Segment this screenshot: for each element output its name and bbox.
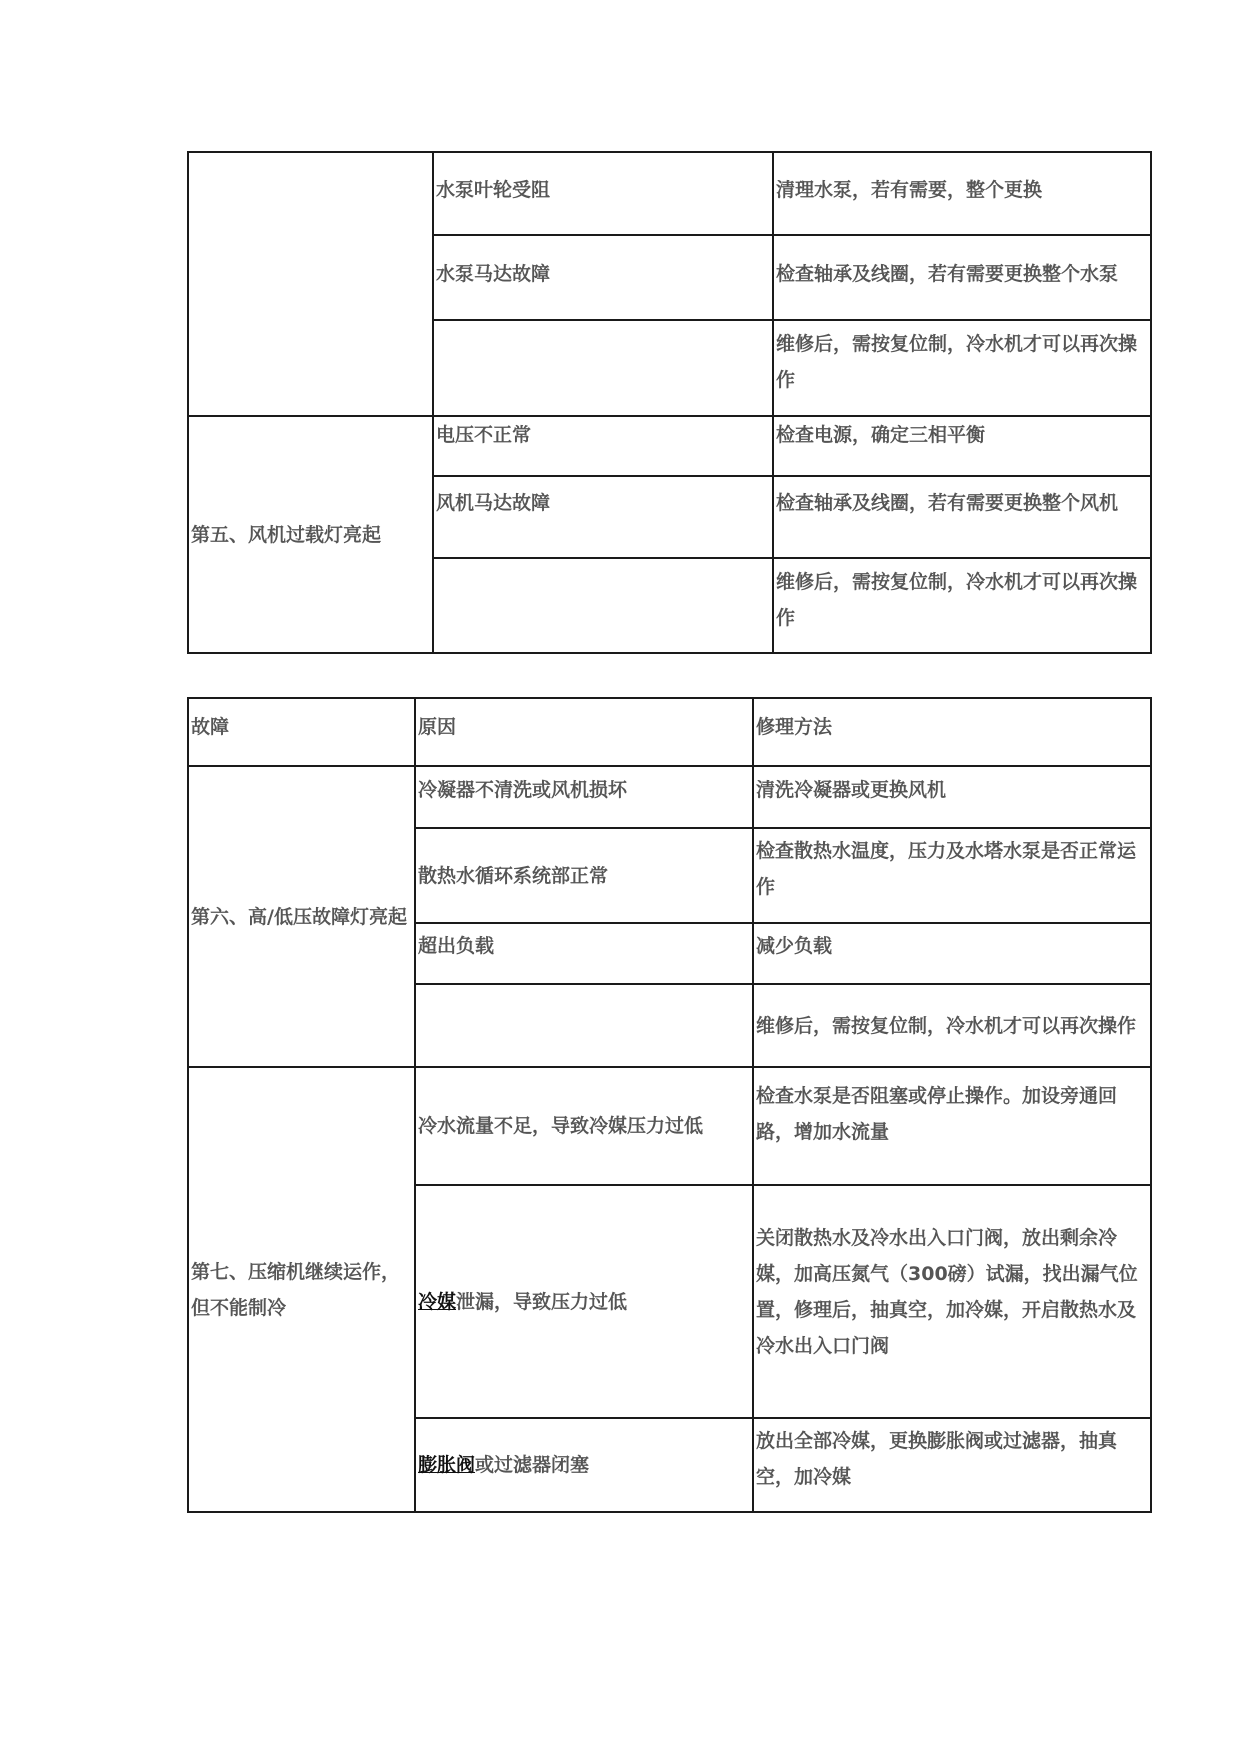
header-fix: 修理方法	[753, 698, 1151, 766]
cause-cell: 散热水循环系统部正常	[415, 828, 753, 923]
cause-cell: 水泵马达故障	[433, 235, 773, 320]
fix-cell: 检查散热水温度，压力及水塔水泵是否正常运作	[753, 828, 1151, 923]
fault-cell: 第六、高/低压故障灯亮起	[188, 766, 415, 1067]
cause-cell	[415, 1185, 753, 1418]
fix-cell: 减少负载	[753, 923, 1151, 984]
cause-cell	[433, 320, 773, 416]
cause-text: 或过滤器闭塞	[475, 1454, 590, 1476]
cause-cell: 风机马达故障	[433, 476, 773, 558]
fault-cell: 第五、风机过载灯亮起	[188, 416, 433, 653]
fix-cell: 检查轴承及线圈，若有需要更换整个风机	[773, 476, 1151, 558]
fix-cell: 检查水泵是否阻塞或停止操作。加设旁通回路，增加水流量	[753, 1067, 1151, 1185]
header-cause: 原因	[415, 698, 753, 766]
cause-cell	[415, 1418, 753, 1512]
cause-cell: 冷凝器不清洗或风机损坏	[415, 766, 753, 828]
cause-cell: 水泵叶轮受阻	[433, 152, 773, 235]
fault-table	[187, 697, 1152, 1513]
fix-cell: 检查电源，确定三相平衡	[773, 416, 1151, 476]
fix-cell: 放出全部冷媒，更换膨胀阀或过滤器，抽真空，加冷媒	[753, 1418, 1151, 1512]
cause-cell: 电压不正常	[433, 416, 773, 476]
cause-cell: 冷水流量不足，导致冷媒压力过低	[415, 1067, 753, 1185]
fix-cell: 维修后，需按复位制，冷水机才可以再次操作	[773, 320, 1151, 416]
cause-cell: 超出负载	[415, 923, 753, 984]
fault-table-continued	[187, 151, 1152, 654]
fix-cell: 关闭散热水及冷水出入口门阀，放出剩余冷媒，加高压氮气（300磅）试漏，找出漏气位置，修理后，抽真空，加冷媒，开启散热水及冷水出入口门阀	[753, 1185, 1151, 1418]
header-fault: 故障	[188, 698, 415, 766]
fix-cell: 维修后，需按复位制，冷水机才可以再次操作	[753, 984, 1151, 1067]
fix-cell: 检查轴承及线圈，若有需要更换整个水泵	[773, 235, 1151, 320]
fix-cell: 清理水泵，若有需要，整个更换	[773, 152, 1151, 235]
cause-cell	[433, 558, 773, 653]
fix-cell: 维修后，需按复位制，冷水机才可以再次操作	[773, 558, 1151, 653]
expansion-valve-link[interactable]: 膨胀阀	[418, 1454, 476, 1476]
cause-cell	[415, 984, 753, 1067]
fault-cell-empty	[188, 152, 433, 416]
refrigerant-link[interactable]: 冷媒	[418, 1290, 457, 1313]
fault-cell: 第七、压缩机继续运作，但不能制冷	[188, 1067, 415, 1512]
fix-cell: 清洗冷凝器或更换风机	[753, 766, 1151, 828]
cause-text: 泄漏，导致压力过低	[456, 1290, 628, 1313]
